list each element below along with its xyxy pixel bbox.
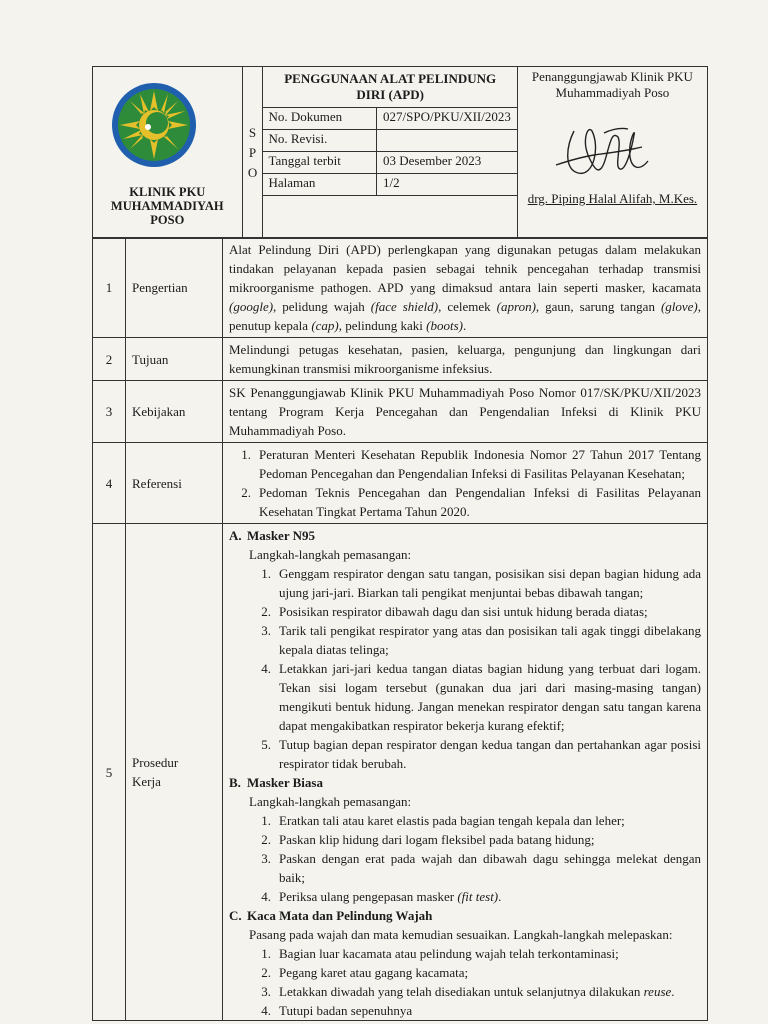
row-number: 3 — [93, 381, 126, 443]
clinic-name — [93, 185, 242, 227]
reference-list — [223, 443, 708, 524]
meta-key: No. Dokumen — [263, 108, 377, 130]
row-purpose — [93, 338, 708, 381]
muhammadiyah-logo-icon — [110, 81, 198, 169]
signature-icon — [548, 117, 668, 187]
list-item-text: Paskan dengan erat pada wajah dan dibawah dagu sehingga melekat dengan baik; — [279, 851, 701, 885]
clinic-name-line-1: KLINIK PKU — [129, 185, 206, 199]
row-procedure — [93, 524, 708, 1021]
section-intro: Pasang pada wajah dan mata kemudian sesuaikan. Langkah-langkah melepaskan: — [249, 927, 673, 942]
responsible-title: Penanggungjawab Klinik PKU Muhammadiyah Poso — [531, 69, 693, 100]
list-item: 3. Tarik tali pengikat respirator yang atas dan posisikan tali agak tinggi dibelakang kepala diatas telinga; — [261, 623, 701, 657]
list-item: 4. Letakkan jari-jari kedua tangan diatas bagian hidung yang terbuat dari logam. Tekan sisi logam tersebut (gunakan dua jari dari masing-masing tangan) mengikuti bentuk hidung. Jangan menekan respirator dengan satu tangan karena dapat mengakibatkan respirator bekerja kurang efektif; — [261, 661, 701, 733]
list-item-text — [279, 982, 701, 1001]
spo-letter-o: O — [247, 164, 258, 180]
row-reference — [93, 443, 708, 524]
row-label-line: Kerja — [132, 774, 161, 789]
text-em: reuse — [643, 984, 672, 999]
text-span: , penutup kepala — [229, 299, 701, 333]
list-item-text: Eratkan tali atau karet elastis pada bagian tengah kepala dan leher; — [279, 813, 625, 828]
text-span: Periksa ulang pengepasan masker — [279, 889, 458, 904]
meta-value: 1/2 — [377, 174, 518, 196]
section-heading — [229, 526, 701, 545]
meta-value: 027/SPO/PKU/XII/2023 — [377, 108, 518, 130]
clinic-name-line-3: POSO — [150, 213, 185, 227]
section-intro: Langkah-langkah pemasangan: — [249, 547, 412, 562]
list-item: 1. Genggam respirator dengan satu tangan, posisikan sisi depan bagian hidung ada ujung jari-jari. Biarkan tali pengikat menjuntai bebas dibawah tangan; — [261, 566, 701, 600]
row-number: 1 — [93, 238, 126, 338]
list-item: 2. Paskan klip hidung dari logam fleksibel pada batang hidung; — [249, 830, 701, 849]
text-em: (glove) — [660, 299, 698, 314]
list-item: 4. Tutupi badan sepenuhnya — [249, 1001, 701, 1020]
list-item-text: Letakkan jari-jari kedua tangan diatas bagian hidung yang terbuat dari logam. Tekan sisi logam tersebut (gunakan dua jari dari masing-masing tangan) mengikuti bentuk hidung. Jangan menekan respirator dengan satu tangan karena dapat mengakibatkan respirator bekerja kurang efektif; — [279, 661, 701, 733]
signature-cell — [517, 67, 707, 239]
meta-value — [377, 130, 518, 152]
spo-letter-p: P — [248, 144, 257, 160]
title-cell — [263, 67, 517, 108]
row-label: Kebijakan — [126, 381, 223, 443]
responsible-name: drg. Piping Halal Alifah, M.Kes. — [527, 191, 698, 206]
list-item-text — [279, 887, 701, 906]
section-title: Masker Biasa — [247, 775, 323, 790]
list-item: 1. Eratkan tali atau karet elastis pada bagian tengah kepala dan leher; — [249, 811, 701, 830]
spo-letter-s: S — [248, 124, 257, 140]
logo-cell — [93, 67, 243, 239]
list-item-text: Posisikan respirator dibawah dagu dan sisi untuk hidung berada diatas; — [279, 604, 648, 619]
text-span: . — [671, 984, 675, 999]
list-item-text: Bagian luar kacamata atau pelindung wajah telah terkontaminasi; — [279, 946, 619, 961]
text-em: (boots) — [426, 318, 463, 333]
list-item-text: Genggam respirator dengan satu tangan, posisikan sisi depan bagian hidung ada ujung jari-jari. Biarkan tali pengikat menjuntai bebas dibawah tangan; — [279, 566, 701, 600]
section-letter: C. — [229, 908, 242, 923]
spo-cell — [242, 67, 263, 239]
section-letter: B. — [229, 775, 241, 790]
text-span: , pelindung kaki — [338, 318, 427, 333]
list-item: 2. Pedoman Teknis Pencegahan dan Pengendalian Infeksi di Fasilitas Pelayanan Kesehatan Tingkat Pertama Tahun 2020. — [241, 485, 701, 519]
list-item-text: Tarik tali pengikat respirator yang atas dan posisikan tali agak tinggi dibelakang kepala diatas telinga; — [279, 623, 701, 657]
row-label-line: Prosedur — [132, 755, 179, 770]
list-item: 3. Letakkan diwadah yang telah disediakan untuk selanjutnya dilakukan reuse. — [249, 982, 701, 1001]
content-table — [92, 237, 708, 1021]
meta-key: Tanggal terbit — [263, 152, 377, 174]
row-label: Pengertian — [126, 238, 223, 338]
row-label: Tujuan — [126, 338, 223, 381]
meta-key: No. Revisi. — [263, 130, 377, 152]
policy-text: SK Penanggungjawab Klinik PKU Muhammadiyah Poso Nomor 017/SK/PKU/XII/2023 tentang Program Kerja Pencegahan dan Pengendalian Infeksi di Klinik PKU Muhammadiyah Poso. — [223, 381, 708, 443]
text-em: (face shield) — [370, 299, 439, 314]
list-item-text: Pegang karet atau gagang kacamata; — [279, 965, 469, 980]
text-em: (google) — [229, 299, 274, 314]
text-em: (cap) — [311, 318, 339, 333]
meta-value: 03 Desember 2023 — [377, 152, 518, 174]
section-intro: Langkah-langkah pemasangan: — [249, 794, 412, 809]
row-number: 4 — [93, 443, 126, 524]
text-span: . — [498, 889, 502, 904]
text-em: (fit test) — [457, 889, 499, 904]
procedure-text — [223, 524, 708, 1021]
purpose-text: Melindungi petugas kesehatan, pasien, keluarga, pengunjung dan lingkungan dari kemungkinan transmisi mikroorganisme infeksius. — [223, 338, 708, 381]
list-item: 1. Peraturan Menteri Kesehatan Republik Indonesia Nomor 27 Tahun 2017 Tentang Pedoman Pencegahan dan Pengendalian Infeksi di Fasilitas Pelayanan Kesehatan; — [241, 447, 701, 481]
list-item: 1. Bagian luar kacamata atau pelindung wajah telah terkontaminasi; — [249, 944, 701, 963]
list-item-text: Pedoman Teknis Pencegahan dan Pengendalian Infeksi di Fasilitas Pelayanan Kesehatan Tingkat Pertama Tahun 2020. — [259, 485, 701, 519]
list-item: 2. Posisikan respirator dibawah dagu dan sisi untuk hidung berada diatas; — [249, 602, 701, 621]
meta-key: Halaman — [263, 174, 377, 196]
text-em: (apron) — [496, 299, 536, 314]
text-span: , gaun, sarung tangan — [535, 299, 661, 314]
row-label: Referensi — [126, 443, 223, 524]
list-item-text: Paskan klip hidung dari logam fleksibel pada batang hidung; — [279, 832, 595, 847]
section-heading — [229, 773, 701, 792]
list-item: 3. Paskan dengan erat pada wajah dan dibawah dagu sehingga melekat dengan baik; — [261, 851, 701, 885]
section-letter: A. — [229, 528, 242, 543]
row-label — [126, 524, 223, 1021]
list-item: 2. Pegang karet atau gagang kacamata; — [249, 963, 701, 982]
row-number: 5 — [93, 524, 126, 1021]
section-title: Kaca Mata dan Pelindung Wajah — [247, 908, 433, 923]
row-number: 2 — [93, 338, 126, 381]
text-span: , pelidung wajah — [273, 299, 371, 314]
text-span: Alat Pelindung Diri (APD) perlengkapan yang digunakan petugas dalam melakukan tindakan pelayanan kepada pasien sebagai tehnik pencegahan terhadap transmisi mikroorganisme pathogen. APD yang dimaksud antara lain seperti masker, kacamata — [229, 242, 701, 295]
clinic-name-line-2: MUHAMMADIYAH — [110, 199, 224, 213]
section-title: Masker N95 — [247, 528, 316, 543]
row-definition — [93, 238, 708, 338]
row-policy — [93, 381, 708, 443]
section-heading — [229, 906, 701, 925]
list-item-text: Peraturan Menteri Kesehatan Republik Indonesia Nomor 27 Tahun 2017 Tentang Pedoman Pencegahan dan Pengendalian Infeksi di Fasilitas Pelayanan Kesehatan; — [259, 447, 701, 481]
text-span: Letakkan diwadah yang telah disediakan untuk selanjutnya dilakukan — [279, 984, 644, 999]
list-item-text: Tutup bagian depan respirator dengan kedua tangan dan pertahankan agar posisi respirator tidak berubah. — [279, 737, 701, 771]
header-table — [92, 66, 708, 239]
text-span: , celemek — [438, 299, 497, 314]
list-item-text: Tutupi badan sepenuhnya — [279, 1003, 413, 1018]
blank-cell — [263, 196, 517, 239]
list-item: 5. Tutup bagian depan respirator dengan kedua tangan dan pertahankan agar posisi respirator tidak berubah. — [261, 737, 701, 771]
text-span: . — [462, 318, 467, 333]
definition-text — [223, 238, 708, 338]
list-item: 4. Periksa ulang pengepasan masker (fit test). — [249, 887, 701, 906]
document-title: PENGGUNAAN ALAT PELINDUNG DIRI (APD) — [284, 71, 497, 102]
